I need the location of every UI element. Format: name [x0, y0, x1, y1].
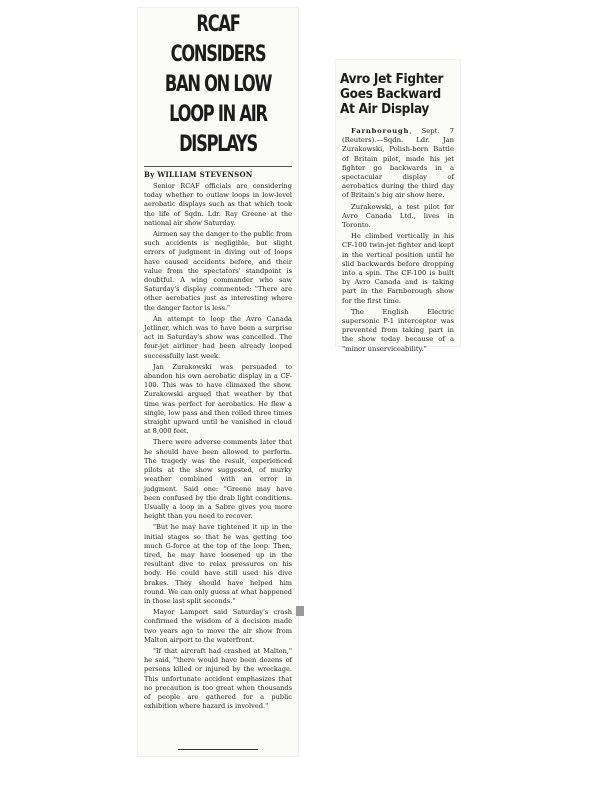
article-end-rule	[178, 749, 258, 750]
headline-rule	[144, 166, 292, 167]
paragraph: Mayor Lamport said Saturday's crash confirmed the wisdom of a decision made two years ago to move the air show from Malton airport to the waterfront.	[144, 608, 292, 644]
paragraph: Zurakowski, a test pilot for Avro Canada Ltd., lives in Toronto.	[342, 202, 454, 230]
paragraph: Airmen say the danger to the public from such accidents is negligible, but slight errors of judgment in diving out of loops have caused accidents before, and their value from the spectators' standpoint is doubtful. A wing commander who saw Saturday's display commented: "There are other aerobatics just as interesting where the danger factor is less."	[144, 230, 292, 312]
paragraph: Senior RCAF officials are considering today whether to outlaw loops in low-level aerobatic displays such as that which took the life of Sqdn. Ldr. Ray Greene at the national air show Saturday.	[144, 182, 292, 227]
paragraph	[342, 127, 454, 201]
clipping-right-article	[336, 60, 460, 353]
paragraph: "If that aircraft had crashed at Malton," he said, "there would have been dozens of persons killed or injured by the wreckage. This unfortunate accident emphasizes that no precaution is too great when thousands of people are gathered for a public exhibition where hazard is involved."	[144, 646, 292, 711]
article-body	[336, 127, 460, 354]
article-byline: By WILLIAM STEVENSON	[144, 170, 253, 179]
article-headline: RCAF CONSIDERS BAN ON LOW LOOP IN AIR DISPLAYS	[164, 12, 272, 157]
clipping-left-article	[138, 8, 298, 756]
paragraph: The English Electric supersonic P-1 interceptor was prevented from taking part in the show today because of a "minor unserviceability."	[342, 307, 454, 353]
clipping-edge-mark	[296, 606, 304, 616]
paragraph: There were adverse comments later that he should have been allowed to perform. The tragedy was the result, experienced pilots at the show suggested, of murky weather combined with an error in judgment. Said one: "Greene may have been confused by the drab light conditions. Usually a loop in a Sabre gives you more height than you need to recover.	[144, 438, 292, 521]
article-headline: Avro Jet Fighter Goes Backward At Air Display	[340, 71, 444, 117]
dateline: Farnborough	[351, 127, 410, 135]
paragraph: "But he may have tightened it up in the initial stages so that he was getting too much G-force at the top of the loop. Then, tired, he may have loosened up in the resultant dive to relax pressures on his body. He could have still used his dive brakes. They should have helped him round. We can only guess at what happened in those last split seconds."	[144, 523, 292, 605]
article-body	[138, 182, 298, 711]
paragraph: Jan Zurakowski was persuaded to abandon his own aerobatic display in a CF-100. This was to have climaxed the show. Zurakowski argued that weather by that time was perfect for aerobatics. He flew a single, low pass and then rolled three times straight upward until he vanished in cloud at 8,000 feet.	[144, 362, 292, 436]
paragraph: An attempt to loop the Avro Canada Jetliner, which was to have been a surprise act in Saturday's show was cancelled. The four-jet airliner had been already looped successfully last week.	[144, 314, 292, 360]
paragraph-text: , Sept. 7 (Reuters).—Sqdn. Ldr. Jan Zurakowski, Polish-born Battle of Britain pilot, made his jet fighter go backwards in a spectacular display of aerobatics during the third day of Britain's big air show here.	[342, 127, 454, 200]
paragraph: He climbed vertically in his CF-100 twin-jet fighter and kept in the vertical position until he slid backwards before dropping into a spin. The CF-100 is built by Avro Canada and is taking part in the Farnborough show for the first time.	[342, 232, 454, 305]
